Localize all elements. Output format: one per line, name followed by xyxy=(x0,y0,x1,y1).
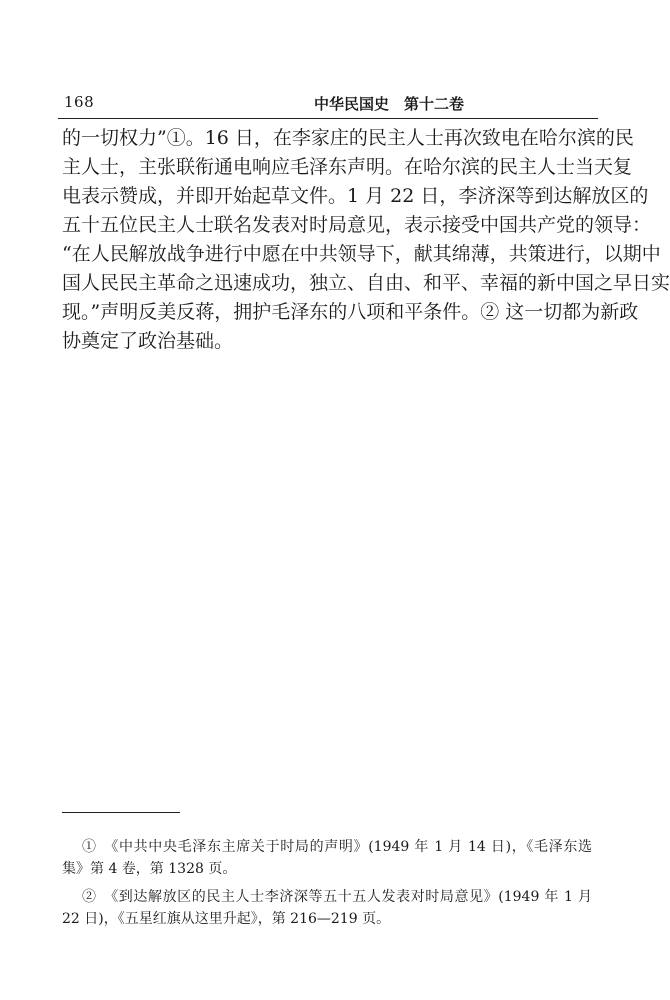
header-rule xyxy=(58,118,598,119)
body-line: 电表示赞成，并即开始起草文件。1 月 22 日，李济深等到达解放区的 xyxy=(62,185,649,207)
body-line: 国人民民主革命之迅速成功，独立、自由、和平、幸福的新中国之早日实 xyxy=(62,272,670,294)
body-line: 的一切权力”①。16 日，在李家庄的民主人士再次致电在哈尔滨的民 xyxy=(62,127,634,149)
body-line: 现。”声明反美反蒋，拥护毛泽东的八项和平条件。② 这一切都为新政 xyxy=(62,301,639,323)
page-header xyxy=(58,93,598,115)
body-paragraph xyxy=(62,124,670,356)
body-line: 协奠定了政治基础。 xyxy=(62,330,234,352)
footnote-line: 集》第 4 卷，第 1328 页。 xyxy=(62,861,237,877)
footnotes xyxy=(62,836,592,930)
footnote-1 xyxy=(62,836,592,880)
body-line: 五十五位民主人士联名发表对时局意见，表示接受中国共产党的领导： xyxy=(62,214,652,236)
footnote-line: 22 日)，《五星红旗从这里升起》，第 216—219 页。 xyxy=(62,911,391,927)
footnote-line: ① 《中共中央毛泽东主席关于时局的声明》(1949 年 1 月 14 日)，《毛泽东选 xyxy=(82,839,592,855)
running-title: 中华民国史 第十二卷 xyxy=(314,95,465,113)
page-number: 168 xyxy=(64,93,95,111)
body-line: “在人民解放战争进行中愿在中共领导下，献其绵薄，共策进行，以期中 xyxy=(62,243,661,265)
body-line: 主人士，主张联衔通电响应毛泽东声明。在哈尔滨的民主人士当天复 xyxy=(62,156,633,178)
footnote-2 xyxy=(62,886,592,930)
footnote-rule xyxy=(62,812,180,813)
footnote-line: ② 《到达解放区的民主人士李济深等五十五人发表对时局意见》(1949 年 1 月 xyxy=(82,889,592,905)
